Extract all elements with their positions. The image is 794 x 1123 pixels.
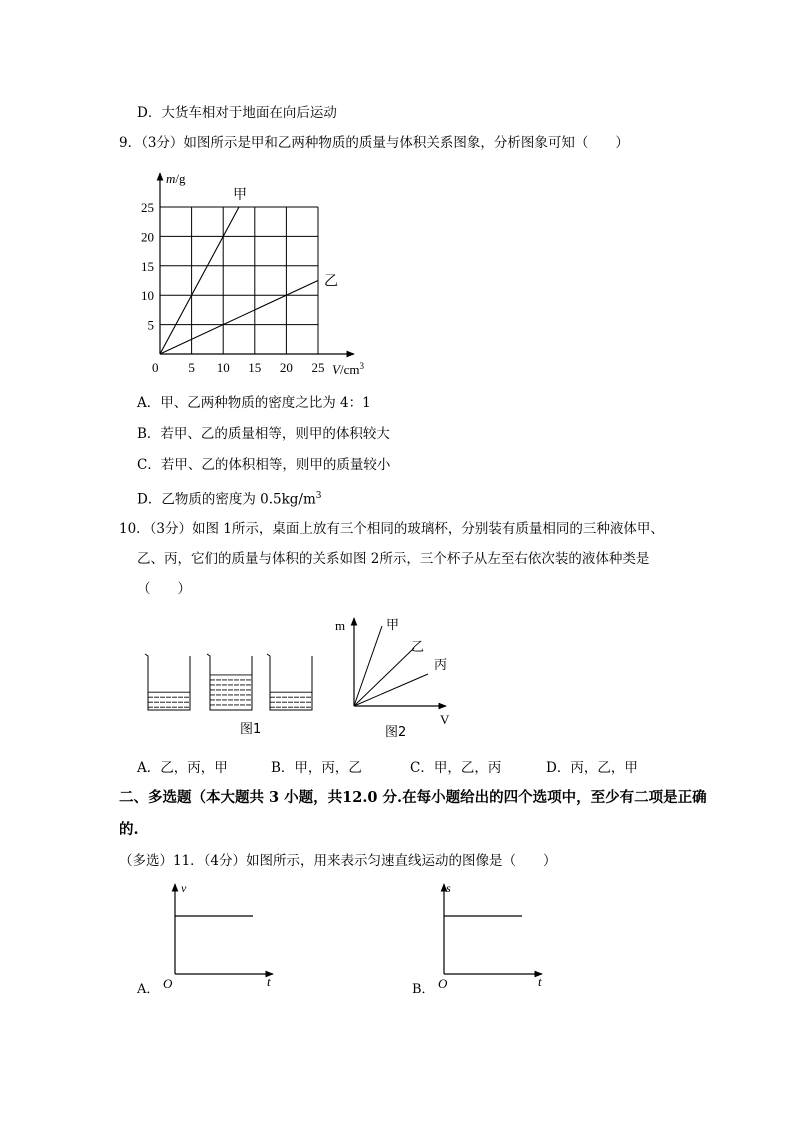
q9-option-a: A．甲、乙两种物质的密度之比为 4：1 [137, 395, 371, 411]
y-tick-label: 25 [141, 200, 154, 215]
q9-option-d-text: D．乙物质的密度为 0.5kg/m [137, 491, 316, 508]
glass-cup [207, 654, 252, 710]
y-tick-label: 5 [147, 317, 154, 333]
section2-heading: 二、多选题（本大题共 3 小题，共12.0 分.在每小题给出的四个选项中，至少有二项是正确 [119, 789, 707, 806]
q10-option-a: A．乙，丙，甲 [137, 760, 228, 776]
graph-a-x-label: t [267, 974, 271, 989]
x-tick-label: 5 [188, 360, 195, 375]
graph-b-y-label: s [446, 881, 451, 895]
q9-option-c: C．若甲、乙的体积相等，则甲的质量较小 [137, 457, 391, 473]
fig2-label-jia: 甲 [386, 618, 400, 633]
section2-heading-cont: 的. [119, 821, 139, 838]
series-line-0 [160, 207, 239, 354]
fig1-caption: 图1 [240, 722, 262, 737]
fig2-line-yi [354, 648, 414, 706]
q10-stem-line2: 乙、丙，它们的质量与体积的关系如图 2所示，三个杯子从左至右依次装的液体种类是 [137, 551, 650, 567]
fig2-caption: 图2 [385, 725, 407, 740]
q10-figure2-mv-graph [330, 612, 470, 742]
q11-stem: （多选）11．（4分）如图所示，用来表示匀速直线运动的图像是（ ） [119, 853, 557, 869]
q10-option-d: D．丙，乙，甲 [546, 760, 638, 776]
series-label-1: 乙 [324, 273, 338, 290]
chart-series [160, 207, 318, 354]
series-label-0: 甲 [233, 187, 247, 203]
chart-axes [160, 173, 354, 354]
graph-a-option-label: A． [137, 982, 160, 997]
origin-label: 0 [152, 360, 159, 375]
q10-option-c: C．甲，乙，丙 [410, 760, 502, 776]
q9-option-d-sup: 3 [315, 491, 322, 501]
y-tick-label: 15 [141, 258, 154, 274]
x-tick-label: 10 [216, 360, 230, 375]
q10-option-b: B．甲，丙，乙 [271, 760, 362, 776]
q9-stem: 9．（3分）如图所示是甲和乙两种物质的质量与体积关系图象，分析图象可知（ ） [119, 135, 629, 151]
fig2-axis-m: m [335, 618, 346, 633]
q9-option-b: B．若甲、乙的质量相等，则甲的体积较大 [137, 426, 390, 442]
series-line-1 [160, 281, 318, 355]
q10-figure1-cups [140, 650, 340, 750]
q10-stem-line1: 10．（3分）如图 1所示，桌面上放有三个相同的玻璃杯，分别装有质量相同的三种液体甲、 [119, 521, 664, 537]
glass-cup [145, 654, 190, 710]
x-axis-label: $V/cm^3$ [332, 361, 364, 377]
graph-b-origin: O [438, 976, 448, 991]
graph-b-option-label: B． [412, 982, 435, 997]
graph-a-origin: O [163, 976, 173, 991]
fig2-axis-v: V [440, 712, 450, 727]
x-tick-label: 20 [279, 360, 293, 375]
q9-option-d [137, 487, 322, 509]
q11-graph-a [135, 878, 295, 998]
q8-option-d: D．大货车相对于地面在向后运动 [137, 105, 337, 121]
q10-stem-line3: （ ） [137, 581, 191, 597]
graph-b-x-label: t [538, 974, 542, 989]
glass-cup [267, 654, 312, 710]
fig2-line-bing [354, 674, 428, 706]
x-tick-label: 25 [311, 360, 325, 375]
fig2-line-jia [354, 626, 382, 706]
chart-grid [160, 207, 318, 354]
x-tick-label: 15 [248, 360, 262, 375]
q9-mass-volume-chart [130, 165, 390, 385]
y-tick-label: 10 [141, 288, 154, 304]
graph-a-y-label: v [181, 881, 187, 895]
y-tick-label: 20 [141, 229, 154, 245]
fig2-label-yi: 乙 [411, 640, 425, 655]
chart-labels [141, 171, 364, 377]
y-axis-label: m/g [166, 171, 186, 186]
q11-graph-b [410, 878, 570, 998]
fig2-label-bing: 丙 [434, 658, 448, 673]
